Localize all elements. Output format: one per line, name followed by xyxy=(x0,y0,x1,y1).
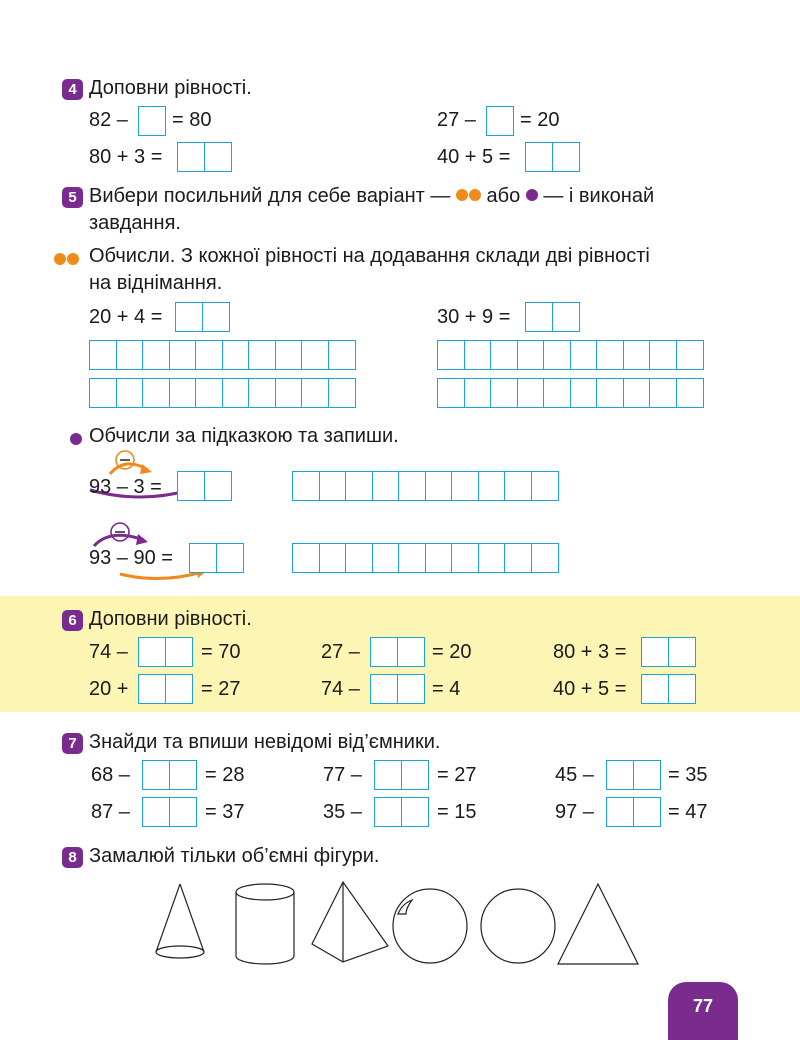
ex6-r2c3-left: 40 + 5 = xyxy=(553,678,627,700)
ex6-r2c2-right: = 4 xyxy=(432,678,461,700)
ex5-line1-part-c: — і виконай xyxy=(543,185,655,207)
ex4-eq1-left: 82 – xyxy=(89,109,128,131)
ex5-eqB2-text: 93 – 90 = xyxy=(89,547,173,569)
ex5-line1-part-b: або xyxy=(486,185,521,207)
ex7-r1c1-left: 68 – xyxy=(91,764,130,786)
ex4-eq3-left: 80 + 3 = xyxy=(89,146,163,168)
ex5-line1-part-a: Вибери посильний для себе варіант — xyxy=(89,185,451,207)
exercise-5-line1 xyxy=(89,185,654,208)
ex5-writing-row-5[interactable] xyxy=(292,471,559,501)
ex7-r1c2-left: 77 – xyxy=(323,764,362,786)
ex7-r1c3-right: = 35 xyxy=(668,764,708,786)
ex6-r1c2-left: 27 – xyxy=(321,641,360,663)
sphere-icon[interactable] xyxy=(393,889,467,963)
exercise-8-badge: 8 xyxy=(62,847,83,868)
exercise-4-title: Доповни рівності. xyxy=(89,77,252,99)
orange-dot-icon xyxy=(456,189,468,201)
ex5-eqB1-text: 93 – 3 = xyxy=(89,476,162,498)
ex5-writing-row-3[interactable] xyxy=(89,378,356,408)
ex4-eq1-right: = 80 xyxy=(172,109,212,131)
ex6-r2c2-answer-box[interactable] xyxy=(370,674,425,704)
ex5-writing-row-4[interactable] xyxy=(437,378,704,408)
ex6-r1c1-right: = 70 xyxy=(201,641,241,663)
purple-dot-icon xyxy=(526,189,538,201)
ex5-task-a-line1: Обчисли. З кожної рівності на додавання склади дві рівності xyxy=(89,245,650,267)
ex7-r1c3-answer-box[interactable] xyxy=(606,760,661,790)
ex7-r1c2-answer-box[interactable] xyxy=(374,760,429,790)
ex4-eq2-left: 27 – xyxy=(437,109,476,131)
ex5-task-b-text: Обчисли за підказкою та запиши. xyxy=(89,425,399,447)
exercise-5-line2: завдання. xyxy=(89,212,181,234)
ex7-r2c1-answer-box[interactable] xyxy=(142,797,197,827)
ex5-eqA2-text: 30 + 9 = xyxy=(437,306,511,328)
ex4-eq2-right: = 20 xyxy=(520,109,560,131)
ex4-eq2-answer-box[interactable] xyxy=(486,106,514,136)
exercise-6-badge: 6 xyxy=(62,610,83,631)
circle-icon[interactable] xyxy=(481,889,555,963)
ex7-r2c3-answer-box[interactable] xyxy=(606,797,661,827)
shapes-row xyxy=(150,878,650,968)
orange-dot-icon xyxy=(469,189,481,201)
ex7-r2c1-left: 87 – xyxy=(91,801,130,823)
ex5-task-a-line2: на віднімання. xyxy=(89,272,223,294)
ex5-writing-row-1[interactable] xyxy=(89,340,356,370)
ex6-r2c1-answer-box[interactable] xyxy=(138,674,193,704)
ex7-r2c2-left: 35 – xyxy=(323,801,362,823)
ex4-eq4-left: 40 + 5 = xyxy=(437,146,511,168)
ex7-r2c1-right: = 37 xyxy=(205,801,245,823)
ex5-writing-row-2[interactable] xyxy=(437,340,704,370)
ex7-r2c3-right: = 47 xyxy=(668,801,708,823)
pyramid-icon[interactable] xyxy=(312,882,388,962)
page-number: 77 xyxy=(692,996,714,1016)
ex7-r1c2-right: = 27 xyxy=(437,764,477,786)
level-two-dots-icon xyxy=(54,249,79,272)
ex5-eqA1-text: 20 + 4 = xyxy=(89,306,163,328)
ex4-eq4-answer-box[interactable] xyxy=(525,142,580,172)
cone-icon[interactable] xyxy=(156,884,204,958)
cylinder-icon[interactable] xyxy=(236,884,294,964)
ex7-r2c2-answer-box[interactable] xyxy=(374,797,429,827)
ex5-eqB1-answer-box[interactable] xyxy=(177,471,232,501)
ex4-eq1-answer-box[interactable] xyxy=(138,106,166,136)
exercise-8-title: Замалюй тільки об’ємні фігури. xyxy=(89,845,380,867)
ex7-r1c1-answer-box[interactable] xyxy=(142,760,197,790)
ex6-r1c1-answer-box[interactable] xyxy=(138,637,193,667)
ex6-r2c1-right: = 27 xyxy=(201,678,241,700)
triangle-icon[interactable] xyxy=(558,884,638,964)
ex6-r1c2-right: = 20 xyxy=(432,641,472,663)
exercise-4-badge: 4 xyxy=(62,79,83,100)
ex6-r1c3-left: 80 + 3 = xyxy=(553,641,627,663)
ex7-r2c2-right: = 15 xyxy=(437,801,477,823)
exercise-7-badge: 7 xyxy=(62,733,83,754)
ex6-r2c1-left: 20 + xyxy=(89,678,129,700)
ex7-r1c3-left: 45 – xyxy=(555,764,594,786)
ex6-r2c2-left: 74 – xyxy=(321,678,360,700)
ex5-eqA1-answer-box[interactable] xyxy=(175,302,230,332)
ex7-r2c3-left: 97 – xyxy=(555,801,594,823)
exercise-5-badge: 5 xyxy=(62,187,83,208)
ex6-r1c1-left: 74 – xyxy=(89,641,128,663)
exercise-7-title: Знайди та впиши невідомі від’ємники. xyxy=(89,731,441,753)
ex5-writing-row-6[interactable] xyxy=(292,543,559,573)
ex6-r1c2-answer-box[interactable] xyxy=(370,637,425,667)
exercise-6-title: Доповни рівності. xyxy=(89,608,252,630)
ex5-eqA2-answer-box[interactable] xyxy=(525,302,580,332)
ex6-r2c3-answer-box[interactable] xyxy=(641,674,696,704)
ex5-eqB2-answer-box[interactable] xyxy=(189,543,244,573)
page-number-tab xyxy=(668,982,738,1040)
ex6-r1c3-answer-box[interactable] xyxy=(641,637,696,667)
ex4-eq3-answer-box[interactable] xyxy=(177,142,232,172)
ex7-r1c1-right: = 28 xyxy=(205,764,245,786)
